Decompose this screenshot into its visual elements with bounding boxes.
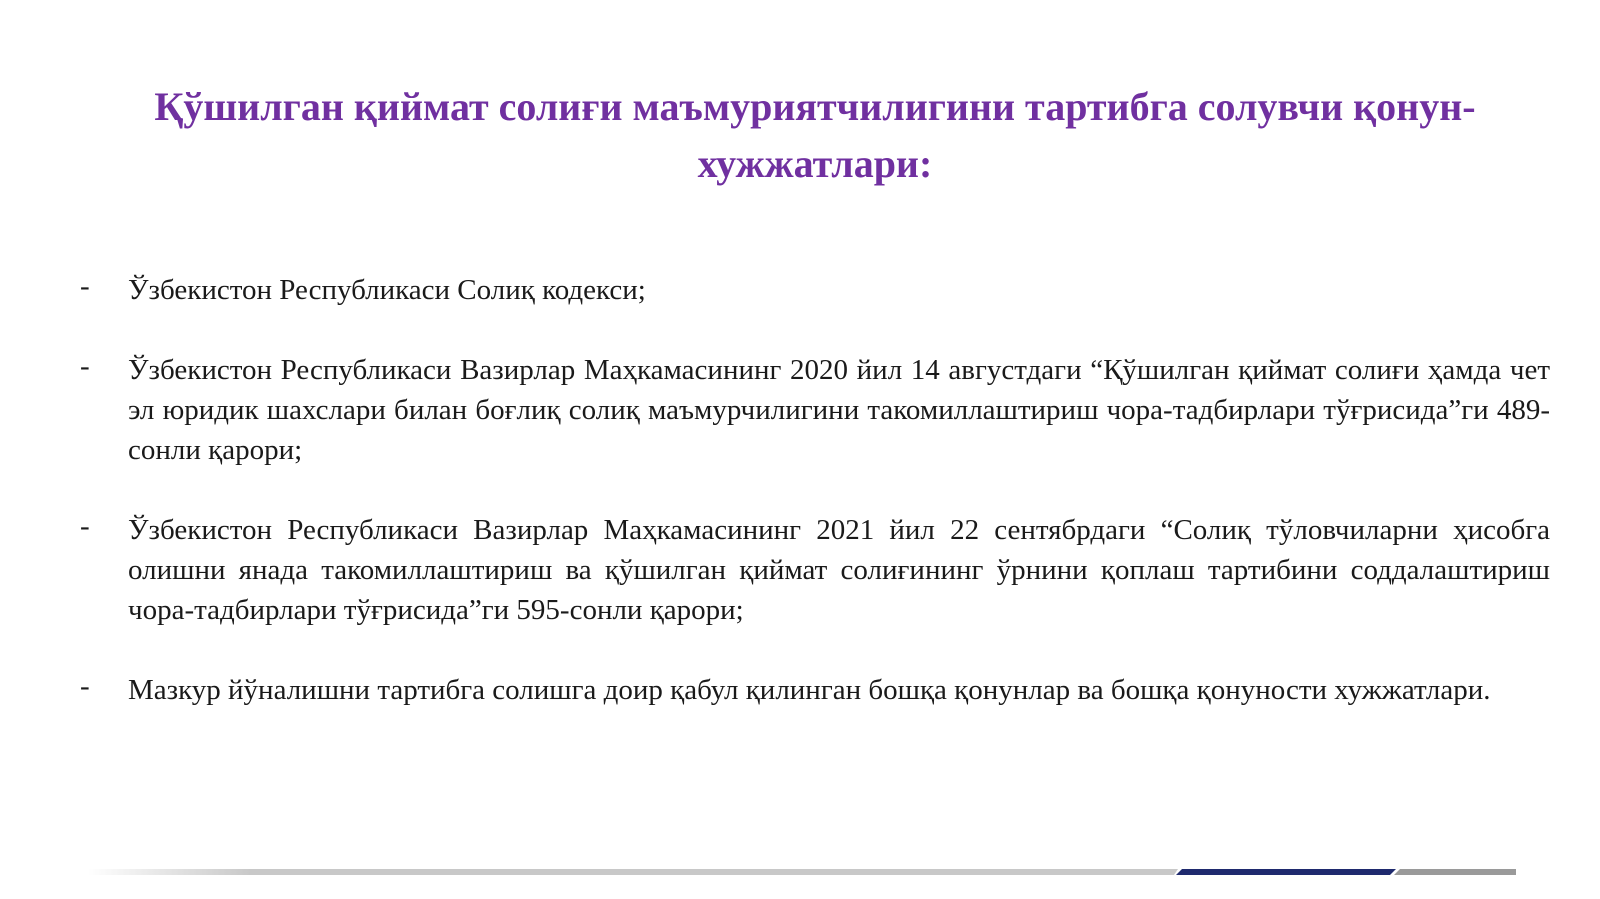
list-item xyxy=(80,670,1550,710)
bullet-dash: - xyxy=(80,670,90,702)
legislation-list xyxy=(80,270,1550,750)
footer-dark-gray-segment xyxy=(1394,869,1516,875)
footer-gray-segment xyxy=(88,869,1178,875)
list-item-text: Ўзбекистон Республикаси Солиқ кодекси; xyxy=(128,274,646,306)
list-item xyxy=(80,510,1550,630)
footer-navy-segment xyxy=(1176,869,1396,875)
footer-decorative-line xyxy=(88,869,1516,875)
list-item-text: Мазкур йўналишни тартибга солишга доир қабул қилинган бошқа қонунлар ва бошқа қонуности хужжатлари. xyxy=(128,674,1491,706)
list-item-text: Ўзбекистон Республикаси Вазирлар Маҳкамасининг 2021 йил 22 сентябрдаги “Солиқ тўловчиларни ҳисобга олишни янада такомиллаштириш ва қўшилган қиймат солиғининг ўрнини қоплаш тартибини соддалаштириш чора-тадбирлари тўғрисида”ги 595-сонли қарори; xyxy=(128,514,1550,626)
list-item xyxy=(80,270,1550,310)
slide-title: Қўшилган қиймат солиғи маъмуриятчилигини тартибга солувчи қонун-хужжатлари: xyxy=(154,84,1476,186)
list-item-text: Ўзбекистон Республикаси Вазирлар Маҳкамасининг 2020 йил 14 августдаги “Қўшилган қиймат солиғи ҳамда чет эл юридик шахслари билан боғлиқ солиқ маъмурчилигини такомиллаштириш чора-тадбирлари тўғрисида”ги 489-сонли қарори; xyxy=(128,354,1550,466)
bullet-dash: - xyxy=(80,510,90,542)
bullet-dash: - xyxy=(80,270,90,302)
bullet-dash: - xyxy=(80,350,90,382)
list-item xyxy=(80,350,1550,470)
